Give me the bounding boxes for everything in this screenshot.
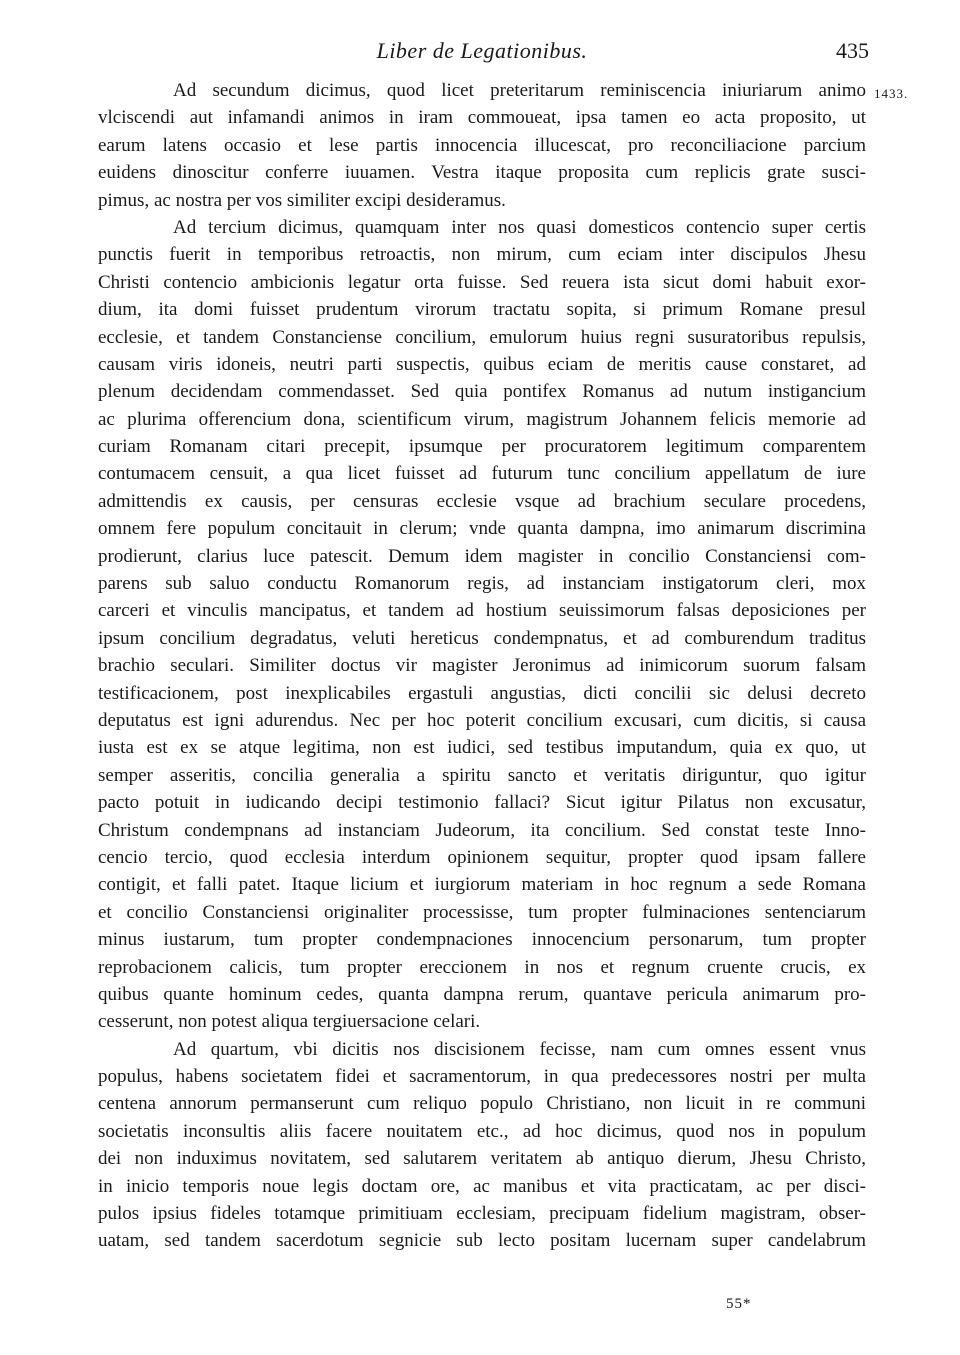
text-line: pimus, ac nostra per vos similiter excipi desideramus. — [98, 189, 506, 211]
text-line: curiam Romanam citari precepit, ipsumque per procuratorem legitimum comparentem — [98, 436, 866, 458]
text-line: deputatus est igni adurendus. Nec per hoc poterit concilium excusari, cum dicitis, si causa — [98, 709, 866, 731]
text-line: cesserunt, non potest aliqua tergiuersacione celari. — [98, 1011, 481, 1033]
running-title: Liber de Legationibus. — [376, 38, 588, 63]
text-line: semper asseritis, concilia generalia a spiritu sancto et veritatis diriguntur, quo igitur — [98, 764, 866, 786]
text-line: causam viris idoneis, neutri parti suspectis, quibus eciam de meritis cause constaret, ad — [98, 353, 866, 375]
text-line: dium, ita domi fuisset prudentum virorum tractatu sopita, si primum Romane presul — [98, 299, 866, 321]
signature-mark: 55* — [726, 1296, 752, 1312]
text-line: punctis fuerit in temporibus retroactis, non mirum, cum eciam inter discipulos Jhesu — [98, 244, 866, 266]
text-line: quibus quante hominum cedes, quanta dampna rerum, quantave pericula animarum pro- — [98, 983, 866, 1005]
text-line: earum latens occasio et lese partis innocencia illucescat, pro reconciliacione parcium — [98, 134, 866, 156]
page-number: 435 — [836, 38, 869, 63]
text-line: brachio seculari. Similiter doctus vir magister Jeronimus ad inimicorum suorum falsam — [98, 655, 866, 677]
text-line: in inicio temporis noue legis doctam ore, ac manibus et vita practicatam, ac per disci- — [98, 1175, 866, 1197]
text-line: pulos ipsius fideles totamque primitiuam ecclesiam, precipuam fidelium magistram, obser- — [98, 1203, 866, 1225]
text-line: ecclesie, et tandem Constanciense concilium, emulorum huius regni susuratoribus repulsis, — [98, 326, 866, 348]
text-line: iusta est ex se atque legitima, non est iudici, sed testibus imputandum, quia ex quo, ut — [98, 737, 866, 759]
text-line: admittendis ex causis, per censuras ecclesie vsque ad brachium seculare procedens, — [98, 490, 866, 512]
text-line: contumacem censuit, a qua licet fuisset ad futurum tunc concilium appellatum de iure — [98, 463, 866, 485]
text-line: contigit, et falli patet. Itaque licium et iurgiorum materiam in hoc regnum a sede Romana — [98, 874, 866, 896]
text-line: testificacionem, post inexplicabiles ergastuli angustias, dicti concilii sic delusi decreto — [98, 682, 866, 704]
text-line: minus iustarum, tum propter condempnaciones innocencium personarum, tum propter — [98, 929, 866, 951]
text-line: Ad quartum, vbi dicitis nos discisionem fecisse, nam cum omnes essent vnus — [173, 1038, 866, 1060]
text-line: Ad tercium dicimus, quamquam inter nos quasi domesticos contencio super certis — [173, 216, 866, 238]
text-line: Christum condempnans ad instanciam Judeorum, ita concilium. Sed constat teste Inno- — [98, 819, 866, 841]
text-line: plenum decidendam commendasset. Sed quia pontifex Romanus ad nutum instigancium — [98, 381, 866, 403]
text-line: reprobacionem calicis, tum propter ereccionem in nos et regnum cruente crucis, ex — [98, 956, 866, 978]
text-line: ipsum concilium degradatus, veluti hereticus condempnatus, et ad comburendum traditus — [98, 627, 866, 649]
text-line: ac plurima offerencium dona, scientificum virum, magistrum Johannem felicis memorie ad — [98, 408, 866, 430]
text-line: centena annorum permanserunt cum reliquo populo Christiano, non licuit in re communi — [98, 1093, 866, 1115]
text-line: euidens dinoscitur conferre iuuamen. Vestra itaque proposita cum replicis grate susci- — [98, 162, 866, 184]
text-line: et concilio Constanciensi originaliter processisse, tum propter fulminaciones sentenciarum — [98, 901, 866, 923]
text-line: societatis inconsultis aliis facere nouitatem etc., ad hoc dicimus, quod nos in populum — [98, 1120, 866, 1142]
text-line: uatam, sed tandem sacerdotum segnicie sub lecto positam lucernam super candelabrum — [98, 1230, 866, 1252]
margin-year-note: 1433. — [874, 86, 909, 101]
text-line: Christi contencio ambicionis legatur orta fuisse. Sed reuera ista sicut domi habuit exor- — [98, 271, 866, 293]
text-line: populus, habens societatem fidei et sacramentorum, in qua predecessores nostri per multa — [98, 1066, 866, 1088]
text-line: carceri et vinculis mancipatus, et tandem ad hostium seuissimorum falsas deposiciones per — [98, 600, 866, 622]
text-line: cencio tercio, quod ecclesia interdum opinionem sequitur, propter quod ipsam fallere — [98, 846, 866, 868]
text-line: prodierunt, clarius luce patescit. Demum idem magister in concilio Constanciensi com- — [98, 545, 866, 567]
text-line: vlciscendi aut infamandi animos in iram commoueat, ipsa tamen eo acta proposito, ut — [98, 107, 866, 129]
running-header — [97, 38, 867, 68]
text-line: dei non induximus novitatem, sed salutarem veritatem ab antiquo dierum, Jhesu Christo, — [98, 1148, 866, 1170]
body-text — [98, 77, 866, 1255]
text-line: pacto potuit in iudicando decipi testimonio fallaci? Sicut igitur Pilatus non excusatur, — [98, 792, 866, 814]
text-line: omnem fere populum concitauit in clerum; vnde quanta dampna, imo animarum discrimina — [98, 518, 866, 540]
text-line: Ad secundum dicimus, quod licet preteritarum reminiscencia iniuriarum animo — [173, 80, 866, 101]
text-line: parens sub saluo conductu Romanorum regis, ad instanciam instigatorum cleri, mox — [98, 573, 866, 595]
